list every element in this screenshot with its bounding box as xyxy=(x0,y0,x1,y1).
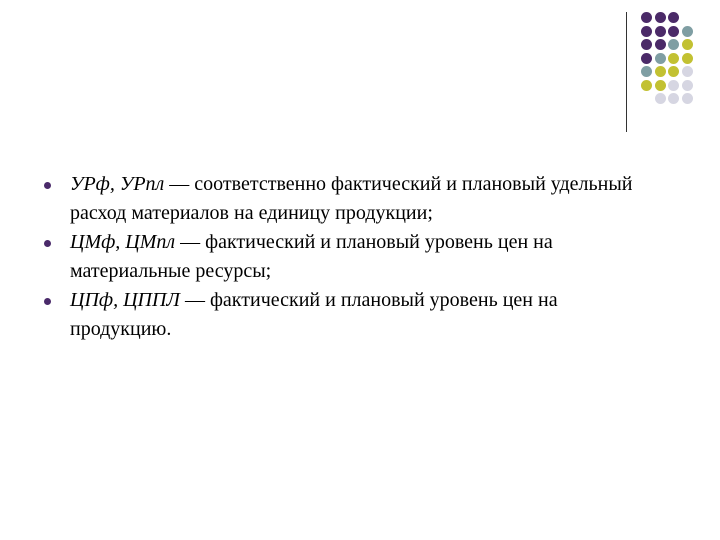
decorative-dot xyxy=(682,66,693,77)
bullet-dot-icon xyxy=(44,240,51,247)
decorative-dot xyxy=(668,80,679,91)
decorative-dot xyxy=(668,93,679,104)
bullet-abbreviation: ЦПф, ЦППЛ xyxy=(70,289,180,311)
bullet-item xyxy=(44,170,644,228)
bullet-dot-icon xyxy=(44,298,51,305)
bullet-text: — соответственно фактический и плановый удельный расход материалов на единицу продукции; xyxy=(70,173,633,224)
decorative-dot xyxy=(682,26,693,37)
decorative-dot xyxy=(655,12,666,23)
decorative-dot xyxy=(641,53,652,64)
decorative-dot xyxy=(655,66,666,77)
decorative-dot xyxy=(655,93,666,104)
decorative-dot xyxy=(668,53,679,64)
decorative-dot xyxy=(668,12,679,23)
bullet-abbreviation: ЦМф, ЦМпл xyxy=(70,231,176,253)
decorative-dot xyxy=(682,53,693,64)
decorative-dot xyxy=(668,39,679,50)
bullet-text: — фактический и плановый уровень цен на материальные ресурсы; xyxy=(70,231,553,282)
decorative-dot xyxy=(655,80,666,91)
decorative-dot xyxy=(641,26,652,37)
decorative-dot xyxy=(682,93,693,104)
bullet-item xyxy=(44,228,644,286)
decorative-dot xyxy=(668,66,679,77)
decorative-dot xyxy=(641,39,652,50)
decorative-dot xyxy=(682,39,693,50)
bullet-dot-icon xyxy=(44,182,51,189)
decorative-dot xyxy=(655,53,666,64)
bullet-abbreviation: УРф, УРпл xyxy=(70,173,165,195)
decorative-dot xyxy=(641,12,652,23)
decorative-dot xyxy=(655,26,666,37)
decorative-dot xyxy=(682,80,693,91)
decorative-vertical-line xyxy=(626,12,627,132)
decorative-dot xyxy=(655,39,666,50)
bullet-item xyxy=(44,286,644,344)
decorative-dot xyxy=(641,80,652,91)
decorative-dot xyxy=(668,26,679,37)
bullet-text: — фактический и плановый уровень цен на продукцию. xyxy=(70,289,558,340)
decorative-dot xyxy=(641,66,652,77)
bullet-list xyxy=(44,170,644,344)
